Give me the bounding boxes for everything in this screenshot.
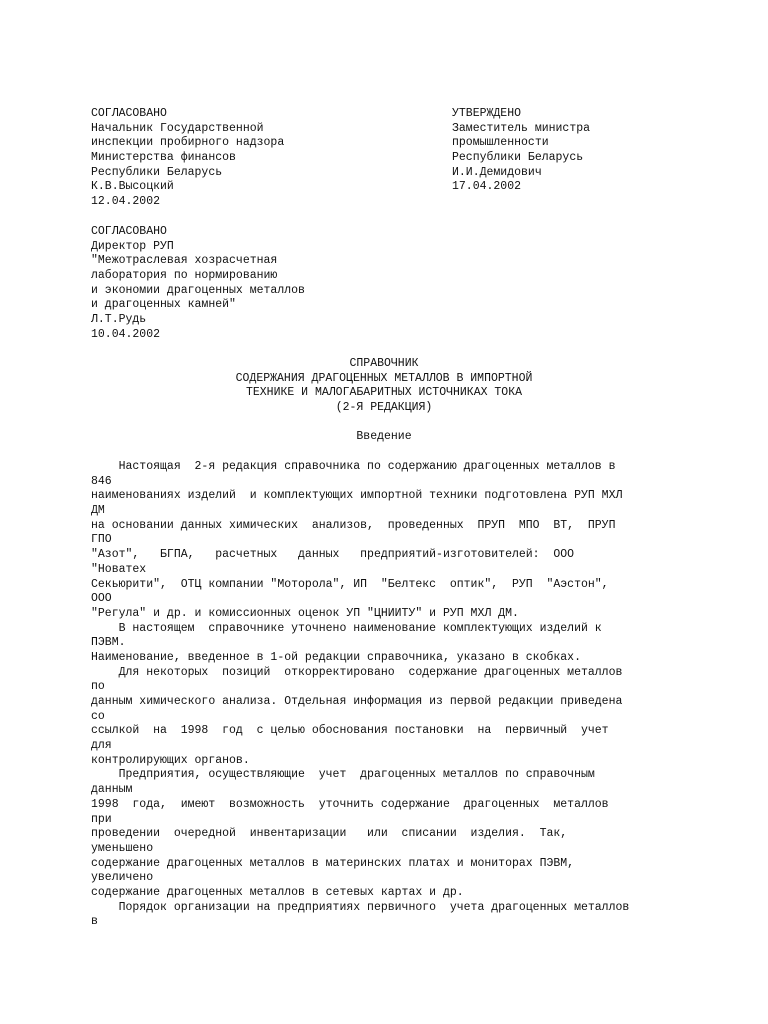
text-line: СПРАВОЧНИК [349, 357, 419, 370]
text-line: по [91, 680, 105, 694]
text-line: (2-Я РЕДАКЦИЯ) [335, 401, 433, 415]
text-line: ПЭВМ. [91, 636, 126, 650]
text-line: Директор РУП [91, 239, 174, 253]
text-line: и экономии драгоценных металлов [91, 283, 305, 297]
text-line: Наименование, введенное в 1-ой редакции справочника, указано в скобках. [91, 650, 581, 664]
text-line: Предприятия, осуществляющие учет драгоценных металлов по справочным [91, 768, 595, 782]
text-line: инспекции пробирного надзора [91, 136, 285, 150]
text-line: ООО [91, 592, 112, 606]
text-line: содержание драгоценных металлов в сетевых картах и др. [91, 885, 464, 899]
approval-left-second-block [91, 225, 305, 343]
text-line: и драгоценных камней" [91, 298, 236, 312]
text-line: содержание драгоценных металлов в материнских платах и мониторах ПЭВМ, [91, 856, 575, 870]
text-line: Для некоторых позиций откорректировано содержание драгоценных металлов [91, 665, 623, 679]
text-line: СОГЛАСОВАНО [91, 107, 167, 120]
text-line: УТВЕРЖДЕНО [452, 107, 522, 120]
section-heading-introduction: Введение [356, 430, 412, 443]
text-line: 10.04.2002 [91, 327, 161, 341]
text-line: ДМ [91, 504, 105, 518]
text-line: ссылкой на 1998 год с целью обоснования постановки на первичный учет [91, 724, 609, 738]
text-line: "Азот", БГПА, расчетных данных предприятий-изготовителей: ООО [91, 548, 575, 562]
text-line: 846 [91, 474, 112, 488]
document-title [0, 357, 768, 416]
text-line: Порядок организации на предприятиях первичного учета драгоценных металлов [91, 900, 630, 914]
text-line: проведении очередной инвентаризации или списании изделия. Так, [91, 827, 568, 841]
text-line: ГПО [91, 533, 112, 547]
text-line: Настоящая 2-я редакция справочника по содержанию драгоценных металлов в [91, 460, 616, 473]
text-line: Республики Беларусь [452, 151, 584, 165]
approval-left-block [91, 107, 284, 210]
text-line: данным [91, 783, 133, 797]
text-line: при [91, 812, 112, 826]
text-line: Министерства финансов [91, 151, 236, 165]
text-line: Республики Беларусь [91, 165, 223, 179]
text-line: промышленности [452, 136, 549, 150]
text-line: Л.Т.Рудь [91, 313, 147, 327]
approval-right-block [452, 107, 590, 195]
introduction-body-text [91, 460, 629, 930]
text-line: СОДЕРЖАНИЯ ДРАГОЦЕННЫХ МЕТАЛЛОВ В ИМПОРТНОЙ [235, 371, 533, 385]
text-line: В настоящем справочнике уточнено наименование комплектующих изделий к [91, 621, 602, 635]
text-line: контролирующих органов. [91, 753, 250, 767]
text-line: К.В.Высоцкий [91, 180, 174, 194]
text-line: "Межотраслевая хозрасчетная [91, 254, 278, 268]
text-line: Заместитель министра [452, 121, 591, 135]
text-line: в [91, 915, 98, 929]
text-line: на основании данных химических анализов, проведенных ПРУП МПО ВТ, ПРУП [91, 518, 616, 532]
text-line: 1998 года, имеют возможность уточнить содержание драгоценных металлов [91, 797, 609, 811]
text-line: ТЕХНИКЕ И МАЛОГАБАРИТНЫХ ИСТОЧНИКАХ ТОКА [245, 386, 523, 400]
text-line: данным химического анализа. Отдельная информация из первой редакции приведена [91, 695, 623, 708]
text-line: уменьшено [91, 841, 154, 855]
text-line: лаборатория по нормированию [91, 269, 278, 283]
text-line: со [91, 709, 105, 723]
text-line: 12.04.2002 [91, 195, 161, 209]
text-line: "Регула" и др. и комиссионных оценок УП "ЦНИИТУ" и РУП МХЛ ДМ. [91, 606, 519, 620]
text-line: наименованиях изделий и комплектующих импортной техники подготовлена РУП МХЛ [91, 489, 623, 503]
text-line: 17.04.2002 [452, 180, 522, 194]
text-line: Начальник Государственной [91, 121, 264, 135]
text-line: "Новатех [91, 562, 147, 576]
text-line: Секьюрити", ОТЦ компании "Моторола", ИП "Белтекс оптик", РУП "Аэстон", [91, 577, 609, 591]
text-line: для [91, 739, 112, 753]
text-line: И.И.Демидович [452, 165, 542, 179]
text-line: СОГЛАСОВАНО [91, 225, 167, 238]
text-line: увеличено [91, 871, 154, 885]
